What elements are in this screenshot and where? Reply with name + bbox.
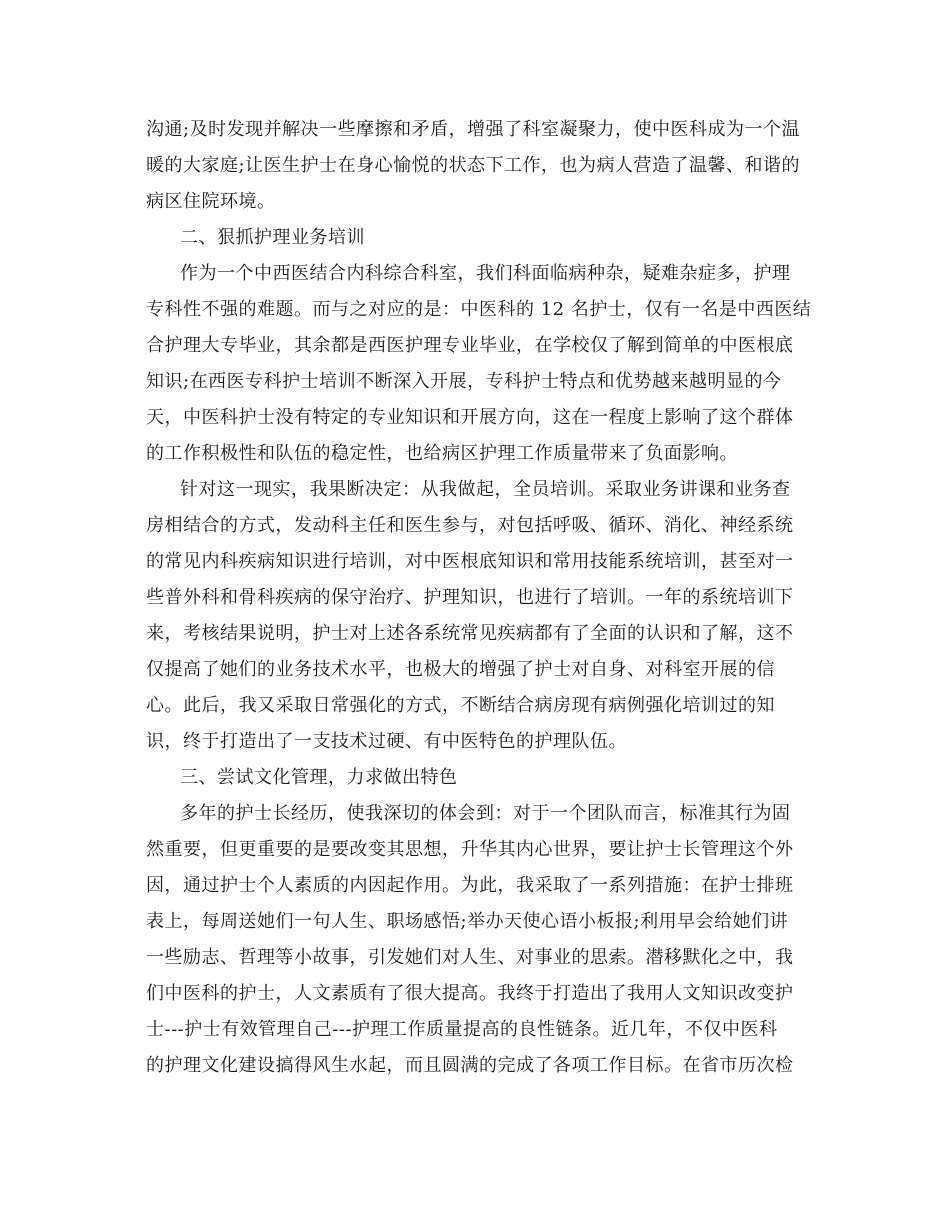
text-line: 的护理文化建设搞得风生水起，而且圆满的完成了各项工作目标。在省市历次检 — [146, 1055, 794, 1076]
text-line: 们中医科的护士，人文素质有了很大提高。我终于打造出了我用人文知识改变护 — [146, 983, 794, 1004]
text-line: 专科性不强的难题。而与之对应的是：中医科的 12 名护士，仅有一名是中西医结 — [146, 299, 812, 320]
text-line: 表上，每周送她们一句人生、职场感悟;举办天使心语小板报;利用早会给她们讲 — [146, 911, 789, 932]
text-line: 病区住院环境。 — [146, 191, 276, 212]
text-line: 的工作积极性和队伍的稳定性，也给病区护理工作质量带来了负面影响。 — [146, 443, 738, 464]
text-line: 然重要，但更重要的是要改变其思想，升华其内心世界，要让护士长管理这个外 — [146, 839, 794, 860]
text-line: 天，中医科护士没有特定的专业知识和开展方向，这在一程度上影响了这个群体 — [146, 407, 794, 428]
text-line: 些普外科和骨科疾病的保守治疗、护理知识，也进行了培训。一年的系统培训下 — [146, 587, 794, 608]
text-line: 的常见内科疾病知识进行培训，对中医根底知识和常用技能系统培训，甚至对一 — [146, 551, 794, 572]
text-line: 沟通;及时发现并解决一些摩擦和矛盾，增强了科室凝聚力，使中医科成为一个温 — [146, 119, 801, 140]
text-line: 合护理大专毕业，其余都是西医护理专业毕业，在学校仅了解到简单的中医根底 — [146, 335, 794, 356]
section-heading: 二、狠抓护理业务培训 — [180, 227, 365, 248]
text-line: 针对这一现实，我果断决定：从我做起，全员培训。采取业务讲课和业务查 — [180, 479, 791, 500]
text-line: 知识;在西医专科护士培训不断深入开展，专科护士特点和优势越来越明显的今 — [146, 371, 782, 392]
text-line: 士---护士有效管理自己---护理工作质量提高的良性链条。近几年，不仅中医科 — [146, 1019, 778, 1040]
section-heading: 三、尝试文化管理，力求做出特色 — [180, 767, 458, 788]
text-line: 房相结合的方式，发动科主任和医生参与，对包括呼吸、循环、消化、神经系统 — [146, 515, 794, 536]
text-line: 因，通过护士个人素质的内因起作用。为此，我采取了一系列措施：在护士排班 — [146, 875, 794, 896]
text-line: 暖的大家庭;让医生护士在身心愉悦的状态下工作，也为病人营造了温馨、和谐的 — [146, 155, 801, 176]
text-line: 作为一个中西医结合内科综合科室，我们科面临病种杂，疑难杂症多，护理 — [180, 263, 791, 284]
text-line: 识，终于打造出了一支技术过硬、有中医特色的护理队伍。 — [146, 731, 627, 752]
text-line: 一些励志、哲理等小故事，引发她们对人生、对事业的思索。潜移默化之中，我 — [146, 947, 794, 968]
text-line: 来，考核结果说明，护士对上述各系统常见疾病都有了全面的认识和了解，这不 — [146, 623, 794, 644]
text-line: 仅提高了她们的业务技术水平，也极大的增强了护士对自身、对科室开展的信 — [146, 659, 775, 680]
text-line: 心。此后，我又采取日常强化的方式，不断结合病房现有病例强化培训过的知 — [146, 695, 775, 716]
text-line: 多年的护士长经历，使我深切的体会到：对于一个团队而言，标准其行为固 — [180, 803, 791, 824]
